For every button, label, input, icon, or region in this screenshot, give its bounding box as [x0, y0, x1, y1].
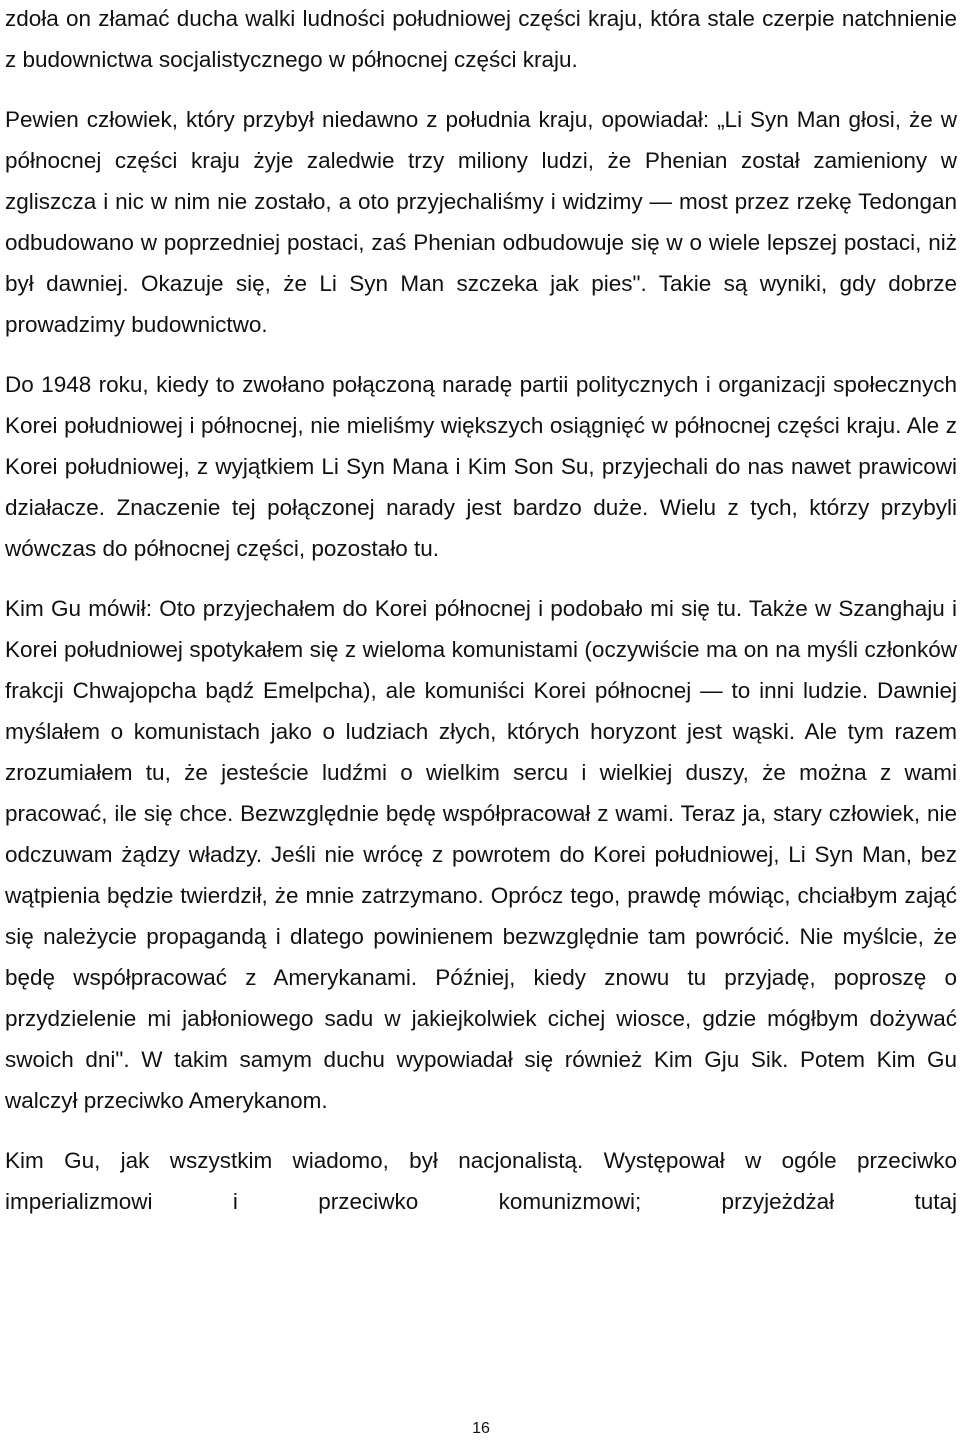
paragraph-3: Do 1948 roku, kiedy to zwołano połączoną naradę partii politycznych i organizacji społecznych Korei południowej i północnej, nie mieliśmy większych osiągnięć w północnej części kraju. Ale z Korei południowej, z wyjątkiem Li Syn Mana i Kim Son Su, przyjechali do nas nawet prawicowi działacze. Znaczenie tej połączonej narady jest bardzo duże. Wielu z tych, którzy przybyli wówczas do północnej części, pozostało tu.	[5, 372, 957, 561]
paragraph-4: Kim Gu mówił: Oto przyjechałem do Korei północnej i podobało mi się tu. Także w Szanghaju i Korei południowej spotykałem się z wieloma komunistami (oczywiście ma on na myśli członków frakcji Chwajopcha bądź Emelpcha), ale komuniści Korei północnej — to inni ludzie. Dawniej myślałem o komunistach jako o ludziach złych, których horyzont jest wąski. Ale tym razem zrozumiałem tu, że jesteście ludźmi o wielkim sercu i wielkiej duszy, że można z wami pracować, ile się chce. Bezwzględnie będę współpracował z wami. Teraz ja, stary człowiek, nie odczuwam żądzy władzy. Jeśli nie wrócę z powrotem do Korei południowej, Li Syn Man, bez wątpienia będzie twierdził, że mnie zatrzymano. Oprócz tego, prawdę mówiąc, chciałbym zająć się należycie propagandą i dlatego powinienem bezwzględnie tam powrócić. Nie myślcie, że będę współpracować z Amerykanami. Później, kiedy znowu tu przyjadę, poproszę o przydzielenie mi jabłoniowego sadu w jakiejkolwiek cichej wiosce, gdzie mógłbym dożywać swoich dni". W takim samym duchu wypowiadał się również Kim Gju Sik. Potem Kim Gu walczył przeciwko Amerykanom.	[5, 596, 957, 1113]
paragraph-5: Kim Gu, jak wszystkim wiadomo, był nacjonalistą. Występował w ogóle przeciwko imperializmowi i przeciwko komunizmowi; przyjeżdżał tutaj	[5, 1148, 957, 1214]
document-body	[5, 0, 957, 1222]
page-number: 16	[472, 1420, 490, 1437]
paragraph-1: zdoła on złamać ducha walki ludności południowej części kraju, która stale czerpie natchnienie z budownictwa socjalistycznego w północnej części kraju.	[5, 6, 957, 72]
document-page	[5, 0, 957, 1440]
paragraph-2: Pewien człowiek, który przybył niedawno z południa kraju, opowiadał: „Li Syn Man głosi, że w północnej części kraju żyje zaledwie trzy miliony ludzi, że Phenian został zamieniony w zgliszcza i nic w nim nie zostało, a oto przyjechaliśmy i widzimy — most przez rzekę Tedongan odbudowano w poprzedniej postaci, zaś Phenian odbudowuje się w o wiele lepszej postaci, niż był dawniej. Okazuje się, że Li Syn Man szczeka jak pies". Takie są wyniki, gdy dobrze prowadzimy budownictwo.	[5, 107, 957, 337]
